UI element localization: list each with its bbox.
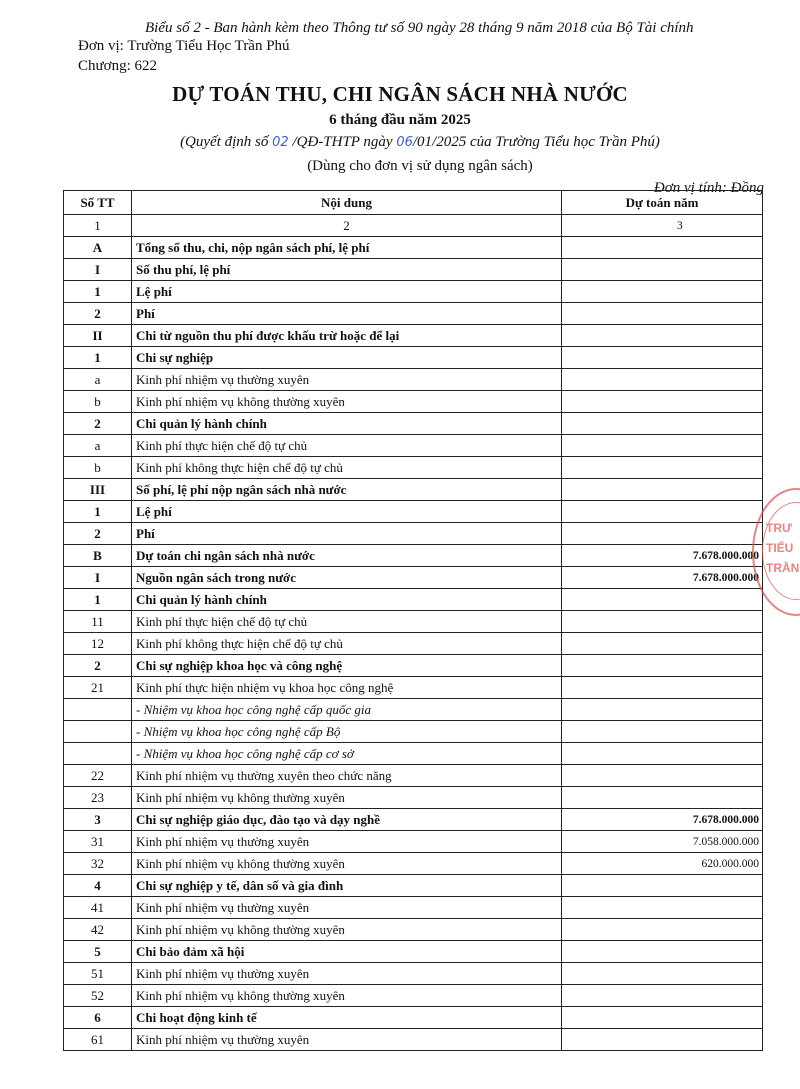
- row-content: Nguồn ngân sách trong nước: [132, 567, 562, 589]
- row-number: I: [64, 259, 132, 281]
- row-number: 1: [64, 347, 132, 369]
- row-amount: [562, 677, 763, 699]
- row-number: 2: [64, 413, 132, 435]
- row-number: II: [64, 325, 132, 347]
- table-row: [64, 765, 763, 787]
- table-row: [64, 523, 763, 545]
- column-number-row: [64, 215, 763, 237]
- row-number: 2: [64, 655, 132, 677]
- table-row: [64, 369, 763, 391]
- table-row: [64, 655, 763, 677]
- row-content: Kinh phí nhiệm vụ thường xuyên: [132, 831, 562, 853]
- row-number: 6: [64, 1007, 132, 1029]
- row-amount: [562, 941, 763, 963]
- currency-unit: Đơn vị tính: Đồng: [653, 180, 764, 196]
- row-content: Kinh phí không thực hiện chế độ tự chủ: [132, 457, 562, 479]
- row-amount: 7.678.000.000: [562, 567, 763, 589]
- table-row: [64, 479, 763, 501]
- row-content: Số phí, lệ phí nộp ngân sách nhà nước: [132, 479, 562, 501]
- table-row: [64, 413, 763, 435]
- decision-mid: /QĐ-THTP ngày: [292, 134, 393, 150]
- row-number: 31: [64, 831, 132, 853]
- row-amount: [562, 1029, 763, 1051]
- row-content: Phí: [132, 303, 562, 325]
- row-amount: [562, 611, 763, 633]
- row-content: Chi hoạt động kinh tế: [132, 1007, 562, 1029]
- row-content: Lệ phí: [132, 281, 562, 303]
- table-row: [64, 809, 763, 831]
- table-row: [64, 545, 763, 567]
- row-content: Kinh phí nhiệm vụ thường xuyên: [132, 963, 562, 985]
- table-row: [64, 567, 763, 589]
- row-number: b: [64, 391, 132, 413]
- column-number-3: 3: [562, 215, 763, 237]
- row-content: Kinh phí nhiệm vụ không thường xuyên: [132, 787, 562, 809]
- row-content: Chi sự nghiệp khoa học và công nghệ: [132, 655, 562, 677]
- table-header-row: [64, 191, 763, 215]
- row-number: 32: [64, 853, 132, 875]
- row-amount: [562, 435, 763, 457]
- row-content: - Nhiệm vụ khoa học công nghệ cấp quốc gia: [132, 699, 562, 721]
- table-row: [64, 699, 763, 721]
- row-number: [64, 743, 132, 765]
- row-amount: [562, 633, 763, 655]
- row-number: a: [64, 435, 132, 457]
- row-content: Kinh phí nhiệm vụ thường xuyên theo chức năng: [132, 765, 562, 787]
- table-row: [64, 963, 763, 985]
- row-amount: 7.678.000.000: [562, 545, 763, 567]
- row-amount: [562, 479, 763, 501]
- column-number-1: 1: [64, 215, 132, 237]
- row-content: Kinh phí nhiệm vụ thường xuyên: [132, 369, 562, 391]
- row-amount: [562, 743, 763, 765]
- table-row: [64, 457, 763, 479]
- header-content: Nội dung: [132, 191, 562, 215]
- row-amount: [562, 369, 763, 391]
- row-content: Kinh phí nhiệm vụ không thường xuyên: [132, 853, 562, 875]
- row-content: Chi sự nghiệp y tế, dân số và gia đình: [132, 875, 562, 897]
- row-content: Chi bảo đảm xã hội: [132, 941, 562, 963]
- table-row: [64, 281, 763, 303]
- chapter-code: Chương: 622: [78, 58, 157, 74]
- seal-line: TRẦN: [766, 561, 800, 575]
- document-title: DỰ TOÁN THU, CHI NGÂN SÁCH NHÀ NƯỚC: [172, 82, 628, 106]
- table-row: [64, 303, 763, 325]
- row-number: I: [64, 567, 132, 589]
- row-number: 23: [64, 787, 132, 809]
- row-amount: [562, 325, 763, 347]
- row-content: Kinh phí không thực hiện chế độ tự chủ: [132, 633, 562, 655]
- row-content: - Nhiệm vụ khoa học công nghệ cấp cơ sở: [132, 743, 562, 765]
- row-content: Kinh phí nhiệm vụ không thường xuyên: [132, 985, 562, 1007]
- row-number: 2: [64, 303, 132, 325]
- table-row: [64, 589, 763, 611]
- row-amount: [562, 985, 763, 1007]
- row-content: Chi quản lý hành chính: [132, 589, 562, 611]
- row-number: 1: [64, 501, 132, 523]
- row-number: A: [64, 237, 132, 259]
- row-number: 1: [64, 589, 132, 611]
- document-subtitle: 6 tháng đầu năm 2025: [329, 112, 471, 128]
- row-amount: [562, 1007, 763, 1029]
- row-number: 42: [64, 919, 132, 941]
- row-amount: [562, 501, 763, 523]
- table-row: [64, 347, 763, 369]
- row-amount: [562, 765, 763, 787]
- row-amount: [562, 875, 763, 897]
- usage-note: (Dùng cho đơn vị sử dụng ngân sách): [307, 158, 533, 174]
- row-amount: [562, 589, 763, 611]
- table-row: [64, 1029, 763, 1051]
- decision-number-handwritten: 02: [272, 135, 289, 150]
- table-row: [64, 633, 763, 655]
- row-amount: [562, 413, 763, 435]
- row-content: Tổng số thu, chi, nộp ngân sách phí, lệ phí: [132, 237, 562, 259]
- table-row: [64, 919, 763, 941]
- row-content: Chi sự nghiệp giáo dục, đào tạo và dạy nghề: [132, 809, 562, 831]
- row-amount: [562, 303, 763, 325]
- regulation-note: Biểu số 2 - Ban hành kèm theo Thông tư số 90 ngày 28 tháng 9 năm 2018 của Bộ Tài chính: [145, 20, 694, 36]
- row-amount: [562, 787, 763, 809]
- row-number: III: [64, 479, 132, 501]
- row-content: Kinh phí thực hiện nhiệm vụ khoa học công nghệ: [132, 677, 562, 699]
- row-number: 5: [64, 941, 132, 963]
- row-content: Chi sự nghiệp: [132, 347, 562, 369]
- row-content: Kinh phí nhiệm vụ thường xuyên: [132, 897, 562, 919]
- row-amount: [562, 391, 763, 413]
- row-amount: [562, 699, 763, 721]
- row-content: - Nhiệm vụ khoa học công nghệ cấp Bộ: [132, 721, 562, 743]
- unit-name: Đơn vị: Trường Tiểu Học Trần Phú: [78, 38, 290, 54]
- decision-reference: [0, 134, 800, 151]
- row-content: Kinh phí nhiệm vụ không thường xuyên: [132, 391, 562, 413]
- row-amount: [562, 347, 763, 369]
- row-amount: [562, 721, 763, 743]
- table-row: [64, 501, 763, 523]
- decision-suffix: /01/2025 của Trường Tiểu học Trần Phú): [412, 134, 660, 150]
- row-amount: [562, 523, 763, 545]
- table-row: [64, 831, 763, 853]
- table-row: [64, 391, 763, 413]
- row-number: b: [64, 457, 132, 479]
- row-content: Chi từ nguồn thu phí được khấu trừ hoặc để lại: [132, 325, 562, 347]
- row-content: Kinh phí thực hiện chế độ tự chủ: [132, 611, 562, 633]
- seal-line: TRƯ: [766, 521, 792, 535]
- row-number: a: [64, 369, 132, 391]
- row-number: 12: [64, 633, 132, 655]
- decision-prefix: (Quyết định số: [180, 134, 269, 150]
- row-number: 11: [64, 611, 132, 633]
- row-number: [64, 699, 132, 721]
- row-number: 41: [64, 897, 132, 919]
- row-amount: 7.678.000.000: [562, 809, 763, 831]
- row-number: 51: [64, 963, 132, 985]
- row-number: 4: [64, 875, 132, 897]
- table-row: [64, 875, 763, 897]
- table-row: [64, 325, 763, 347]
- table-row: [64, 237, 763, 259]
- row-number: 61: [64, 1029, 132, 1051]
- table-row: [64, 1007, 763, 1029]
- row-number: B: [64, 545, 132, 567]
- row-content: Kinh phí nhiệm vụ thường xuyên: [132, 1029, 562, 1051]
- row-number: [64, 721, 132, 743]
- row-amount: [562, 963, 763, 985]
- row-amount: 7.058.000.000: [562, 831, 763, 853]
- row-number: 52: [64, 985, 132, 1007]
- row-amount: [562, 655, 763, 677]
- row-amount: [562, 897, 763, 919]
- row-number: 2: [64, 523, 132, 545]
- decision-day-handwritten: 06: [396, 135, 413, 150]
- row-content: Lệ phí: [132, 501, 562, 523]
- table-row: [64, 853, 763, 875]
- table-row: [64, 721, 763, 743]
- row-number: 3: [64, 809, 132, 831]
- table-row: [64, 611, 763, 633]
- table-row: [64, 677, 763, 699]
- row-amount: 620.000.000: [562, 853, 763, 875]
- row-content: Kinh phí nhiệm vụ không thường xuyên: [132, 919, 562, 941]
- column-number-2: 2: [132, 215, 562, 237]
- row-content: Dự toán chi ngân sách nhà nước: [132, 545, 562, 567]
- seal-text: [766, 518, 799, 578]
- row-content: Số thu phí, lệ phí: [132, 259, 562, 281]
- budget-table: [63, 190, 763, 1051]
- table-row: [64, 897, 763, 919]
- table-row: [64, 985, 763, 1007]
- table-row: [64, 435, 763, 457]
- row-amount: [562, 259, 763, 281]
- row-content: Phí: [132, 523, 562, 545]
- row-number: 21: [64, 677, 132, 699]
- table-row: [64, 259, 763, 281]
- header-amount: Dự toán năm: [562, 191, 763, 215]
- table-row: [64, 787, 763, 809]
- row-amount: [562, 237, 763, 259]
- row-number: 22: [64, 765, 132, 787]
- row-content: Kinh phí thực hiện chế độ tự chủ: [132, 435, 562, 457]
- seal-line: TIỂU: [766, 541, 794, 555]
- header-no: Số TT: [64, 191, 132, 215]
- row-amount: [562, 457, 763, 479]
- row-amount: [562, 281, 763, 303]
- table-row: [64, 941, 763, 963]
- row-content: Chi quản lý hành chính: [132, 413, 562, 435]
- row-amount: [562, 919, 763, 941]
- row-number: 1: [64, 281, 132, 303]
- table-row: [64, 743, 763, 765]
